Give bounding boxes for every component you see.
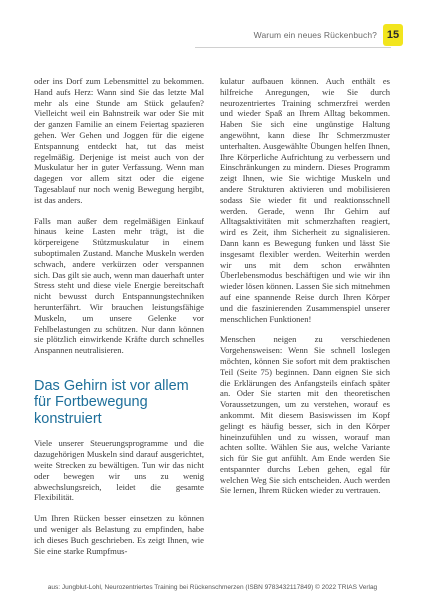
copyright-footer: aus: Jungblut-Lohl, Neurozentriertes Training bei Rückenschmerzen (ISBN 9783432117849) © 2022 TRIAS Verlag	[47, 584, 378, 591]
paragraph: Viele unserer Steuerungsprogramme und die dazugehörigen Muskeln sind darauf ausgerichtet, weite Strecken zu bewältigen. Tun wir das nicht oder bewegen wir uns zu wenig abwechslungsreich, leidet die gesamte Flexibilität.	[34, 438, 204, 503]
header-divider	[195, 47, 391, 48]
running-header	[254, 24, 377, 46]
left-column	[34, 76, 204, 556]
paragraph: Um Ihren Rücken besser einsetzen zu können und weniger als Belastung zu empfinden, habe ich dieses Buch geschrieben. Es zeigt Ihnen, wie Sie eine starke Rumpfmus-	[34, 513, 204, 556]
page-number-badge: 15	[383, 24, 403, 46]
paragraph: oder ins Dorf zum Lebensmittel zu bekommen. Hand aufs Herz: Wann sind Sie das letzte Mal mehr als eine Stunde am Stück gelaufen? Vielleicht weil ein Bahnstreik war oder Sie mit der ganzen Familie an einem Feiertag spazieren gehen. Wer Gehen und Joggen für die eigene Entspannung entdeckt hat, tut das meist regelmäßig. Derjenige ist meist auch von der Muskulatur her in guter Verfassung. Wenn man dagegen vor allem sitzt oder die eigene Tagesablauf nur noch wenig Bewegung hergibt, ist das anders.	[34, 76, 204, 205]
paragraph: Menschen neigen zu verschiedenen Vorgehensweisen: Wenn Sie schnell loslegen möchten, können Sie sofort mit dem praktischen Teil (Seite 75) beginnen. Dann eignen Sie sich die Erklärungen des Anfangsteils einfach später an. Oder Sie starten mit den theoretischen Voraussetzungen, um zu verstehen, worauf es ankommt. Mit diesem Basiswissen im Kopf gelingt es häufig besser, sich in den Körper hineinzufühlen und zu wissen, worauf man achten sollte. Wählen Sie aus, welche Variante sich für Sie gut anfühlt. Am Ende werden Sie entspannter durchs Leben gehen, egal für welchen Weg Sie sich entscheiden. Auch werden Sie lernen, Ihrem Rücken wieder zu vertrauen.	[220, 334, 390, 496]
paragraph: kulatur aufbauen können. Auch enthält es hilfreiche Anregungen, wie Sie durch neurozentriertes Training schmerzfrei werden und wieder Spaß an Ihrem Alltag bekommen. Haben Sie sich eine ungünstige Haltung angewöhnt, kann diese Ihr Schmerzmuster unterhalten. Ausgewählte Übungen helfen Ihnen, Ihre Körperliche Aufrichtung zu verbessern und Einschränkungen zu mindern. Dieses Programm zeigt Ihnen, wie Sie wichtige Muskeln und andere Strukturen aktivieren und mobilisieren sodass Sie wieder fit und reaktionsschnell werden. Gerade, wenn Ihr Gehirn auf Alltagsaktivitäten mit schmerzhaften reagiert, wird es Zeit, ihm Sicherheit zu signalisieren. Dann kann es Bewegung funken und lässt Sie insgesamt flexibler werden. Weiterhin werden wir uns mit dem schon erwähnten Überlebensmodus beschäftigen und wie wir ihn wieder lösen können. Lassen Sie sich mitnehmen auf eine spannende Reise durch Ihren Körper und die faszinierenden Zusammenspiel unserer menschlichen Funktionen!	[220, 76, 390, 324]
paragraph: Falls man außer dem regelmäßigen Einkauf hinaus keine Lasten mehr trägt, ist die körpereigene Stützmuskulatur in einem suboptimalen Zustand. Manche Muskeln werden schwach, andere verkürzen oder verspannen sich. Das gilt sie auch, wenn man dauerhaft unter Stress steht und diese viele Energie bereitschaft nicht bewusst durch Entspannungstechniken herunterfährt. Wir brauchen leistungsfähige Muskeln, um unsere Gelenke vor Fehlbelastungen zu schützen. Nur dann können sie plötzlich einwirkende Kräfte durch schnelles Anspannen neutralisieren.	[34, 215, 204, 356]
right-column	[220, 76, 390, 496]
chapter-title: Warum ein neues Rückenbuch?	[253, 30, 377, 40]
section-heading: Das Gehirn ist vor allem für Fortbewegung konstruiert	[34, 377, 189, 427]
